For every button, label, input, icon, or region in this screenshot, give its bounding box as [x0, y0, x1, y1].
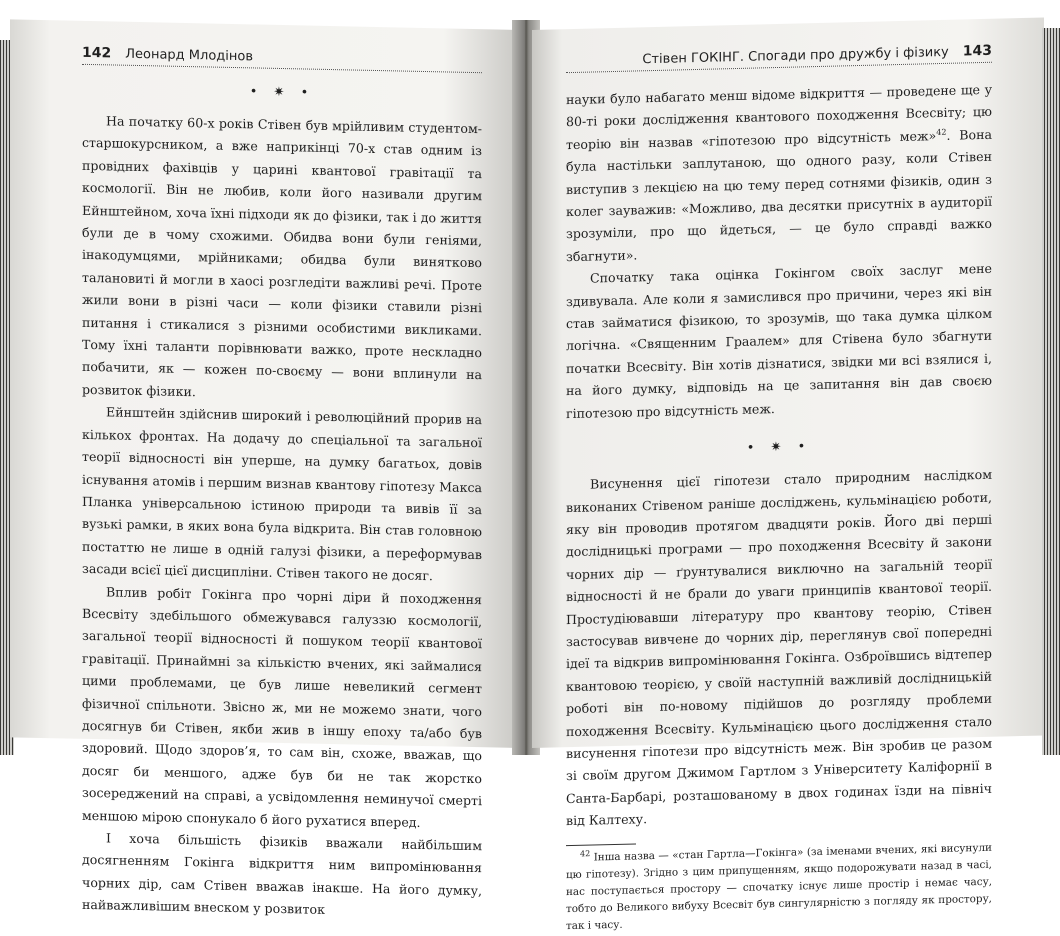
left-paragraph-3: Вплив робіт Гокінга про чорні діри й походження Всесвіту здебільшого обмежувався галуззю космології, загальної теорії відносності й пошуком теорії квантової гравітації. Принаймні за кількістю вчених, які займалися цими проблемами, це був лише невеликий сегмент фізичної спільноти. Звісно ж, ми не можемо знати, чого досягнув би Стівен, якби жив в іншу епоху та/або був здоровий. Щодо здоров’я, то сам він, схоже, вважав, що досяг би меншого, адже був би не так жорстко зосереджений на справі, а усвідомлення неминучої смерті меншою мірою спонукало б його рухатися вперед.: [82, 583, 482, 830]
footnote-text: Інша назва — «стан Гартла—Гокінга» (за іменами вчених, які висунули цю гіпотезу). Згідно з цим припущенням, якщо подорожувати назад в часі, нас поступається простору — спочатку існує лише простір і немає часу, тобто до Великого вибуху Всесвіт був сингулярністю з погляду як простору, так і часу.: [566, 841, 992, 932]
right-running-head: [566, 43, 992, 73]
right-paragraph-continued-pre: науки було набагато менш відоме відкриття — проведене ще у 80-ті роки дослідження квантового походження Всесвіту; цю теорію він назвав «гіпотезою про відсутність меж»: [566, 81, 992, 152]
right-section-separator: • ✷ •: [746, 439, 812, 456]
right-paragraph-3: Висунення цієї гіпотези стало природним наслідком виконаних Стівеном раніше досліджень, кульмінацією роботи, яку він проводив протягом двадцяти років. Його дві перші дослідницькі програми — про походження Всесвіту й закони чорних дір — ґрунтувалися виключно на загальній теорії відносності й не брали до уваги принципів квантової теорії. Простудіювавши літературу про квантову теорію, Стівен застосував вивчене до чорних дір, переглянув свої попередні ідеї та відкрив випромінювання Гокінга. Озброївшись відтепер квантовою теорією, у своїй наступній важливій дослідницькій роботі він по-новому підійшов до розгляду проблеми походження Всесвіту. Кульмінацією цього дослідження стало висунення гіпотези про відсутність меж. Він зробив це разом зі своїм другом Джимом Гартлом з Університету Каліфорнії в Санта-Барбарі, розташованому в двох годинах їзди на північ від Калтеху.: [566, 466, 992, 829]
footnote: [566, 839, 992, 934]
footnote-divider: [566, 843, 636, 846]
left-page: [10, 19, 520, 918]
right-paragraph-2: Спочатку така оцінка Гокінгом своїх заслуг мене здивувала. Але коли я замислився про причини, через які він став займатися фізикою, то зрозумів, що така думка цілком логічна. «Священним Граалем» для Стівена було збагнути початки Всесвіту. Він хотів дізнатися, звідки ми всі взялися і, на його думку, відповідь на це запитання він дав своєю гіпотезою про відсутність меж.: [566, 261, 992, 421]
right-paragraph-continued: [566, 79, 992, 269]
footnote-number: 42: [580, 848, 591, 858]
left-paragraph-4: І хоча більшість фізиків вважали найбільшим досягненням Гокінга відкриття ним випромінювання чорних дір, сам Стівен вважав інакше. На його думку, найважливішим внеском у розвиток: [82, 830, 482, 918]
right-page: [532, 17, 1044, 932]
right-page-number: 143: [962, 42, 992, 60]
left-paragraph-1: На початку 60-х років Стівен був мрійливим студентом-старшокурсником, а вже наприкінці 70-х став одним із провідних фахівців у царині квантової гравітації та космології. Він не любив, коли його називали другим Ейнштейном, хоча їхні підходи як до фізики, так і до життя були де в чому схожими. Обидва вони були геніями, інакодумцями, мрійниками; обидва були винятково талановиті й могли в хаосі розгледіти важливі речі. Проте жили вони в різні часи — коли фізики ставили різні питання і стикалися з різними особистими викликами. Тому їхні таланти порівнювати важко, проте нескладно побачити, як — кожен по-своєму — вони вплинули на розвиток фізики.: [82, 113, 482, 400]
left-running-head: [82, 45, 482, 73]
footnote-reference: 42: [936, 127, 947, 137]
left-section-separator: • ✷ •: [249, 84, 315, 101]
left-paragraph-2: Ейнштейн здійснив широкий і революційний прорив на кількох фронтах. На додачу до спеціальної та загальної теорії відносності він уперше, на думку багатьох, довів існування атомів і першим визнав квантову гіпотезу Макса Планка універсальною істиною природи та вивів її за вузькі рамки, в яких вона була відкрита. Він став головною постаттю не лише в одній галузі фізики, а переформував засади всієї цієї дисципліни. Стівен такого не досяг.: [82, 404, 482, 584]
left-page-number: 142: [82, 44, 112, 62]
right-page-edges: [1042, 28, 1060, 755]
left-running-title: Леонард Млодінов: [125, 46, 253, 65]
right-paragraph-continued-post: . Вона була настільки заплутаною, що одного разу, коли Стівен виступив з лекцією на цю тему перед сотнями фізиків, один з колег зауважив: «Можливо, два десятки присутніх в аудиторії зрозуміли, про що йдеться, — це було справді важко збагнути».: [566, 126, 992, 265]
right-running-title: Стівен ГОКІНГ. Спогади про дружбу і фізику: [642, 44, 949, 68]
